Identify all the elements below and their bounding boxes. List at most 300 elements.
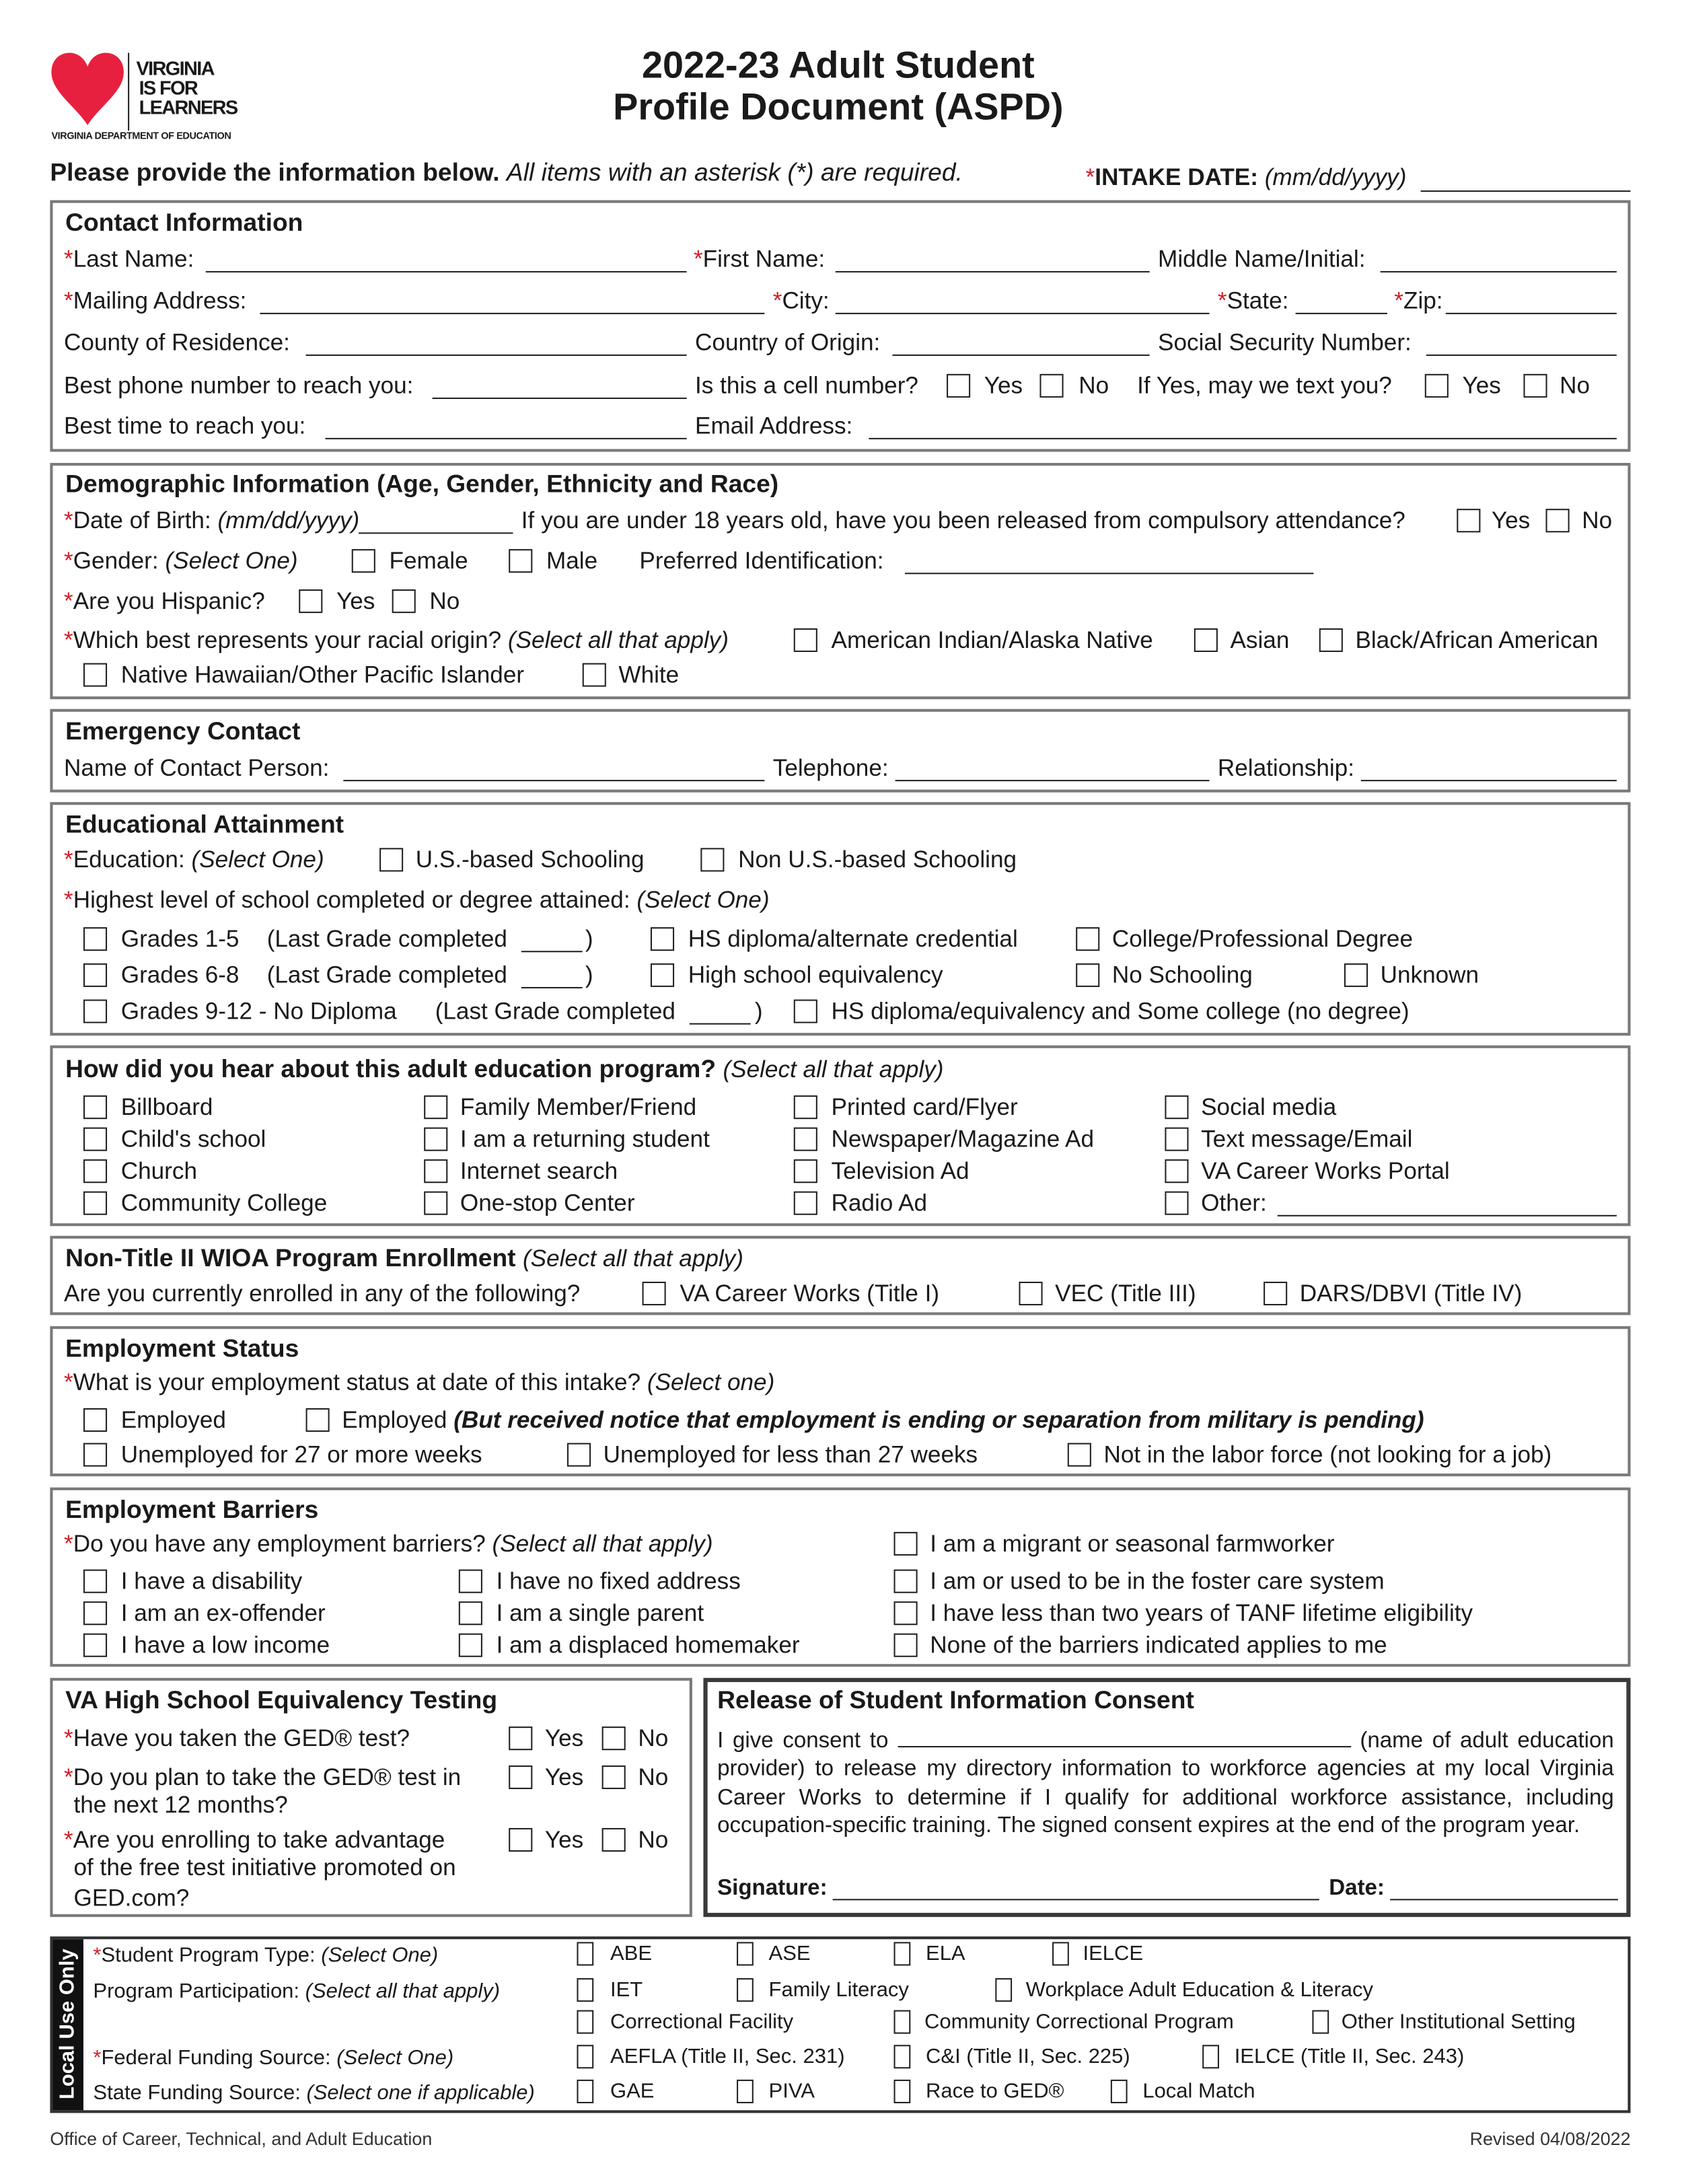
best-time-label: Best time to reach you: <box>64 412 306 439</box>
department-name: VIRGINIA DEPARTMENT OF EDUCATION <box>51 132 231 142</box>
middle-name-label: Middle Name/Initial: <box>1158 246 1366 272</box>
label-text: Employed <box>342 1406 447 1434</box>
phone-input[interactable] <box>433 398 687 399</box>
barrier-checkbox[interactable] <box>459 1601 482 1625</box>
intake-date-input[interactable] <box>1421 190 1631 192</box>
participation-checkbox[interactable] <box>1312 2010 1329 2034</box>
option-label: Black/African American <box>1355 626 1599 654</box>
required-mark: * <box>64 548 73 575</box>
option-label: Yes <box>336 587 375 615</box>
hint: (Select all that apply) <box>522 1245 743 1272</box>
free-test-no-checkbox[interactable] <box>602 1828 626 1852</box>
section-title <box>65 1055 943 1084</box>
referral-checkbox[interactable] <box>83 1128 107 1151</box>
released-no-checkbox[interactable] <box>1546 509 1570 532</box>
option-label: GAE <box>610 2079 655 2104</box>
option-label: No <box>1078 372 1109 399</box>
option-label: Yes <box>1462 372 1501 399</box>
label-text: Date of Birth: <box>73 507 211 534</box>
telephone-label: Telephone: <box>772 754 889 782</box>
option-label: Community College <box>120 1190 328 1216</box>
participation-checkbox[interactable] <box>995 1978 1012 2002</box>
participation-label <box>93 1978 500 2006</box>
employment-status-section <box>50 1326 1630 1476</box>
email-label: Email Address: <box>695 412 853 439</box>
contact-name-input[interactable] <box>343 780 764 781</box>
county-input[interactable] <box>306 355 687 356</box>
barrier-checkbox[interactable] <box>459 1570 482 1593</box>
employed-checkbox[interactable] <box>83 1408 107 1432</box>
text-no-checkbox[interactable] <box>1523 374 1547 398</box>
intake-date-label <box>1086 164 1407 192</box>
hint: (Select One) <box>321 1943 439 1967</box>
option-label: Race to GED® <box>926 2079 1064 2104</box>
race-checkbox[interactable] <box>1319 628 1343 652</box>
label-text: Are you Hispanic? <box>73 587 265 615</box>
country-input[interactable] <box>892 355 1149 356</box>
referral-checkbox[interactable] <box>1165 1095 1188 1119</box>
label-text: First Name: <box>702 246 826 272</box>
option-label: I am a single parent <box>496 1600 704 1627</box>
federal-funding-checkbox[interactable] <box>1202 2045 1219 2068</box>
option-label: No <box>429 587 460 615</box>
section-title: Release of Student Information Consent <box>717 1686 1194 1714</box>
state-funding-checkbox[interactable] <box>1111 2080 1128 2103</box>
employment-barriers-section <box>50 1488 1630 1667</box>
state-funding-checkbox[interactable] <box>737 2080 754 2103</box>
option-label: No <box>638 1826 669 1854</box>
local-use-label: Local Use Only <box>55 1949 79 2100</box>
federal-funding-label <box>93 2045 453 2072</box>
hs-some-college-checkbox[interactable] <box>794 1000 817 1023</box>
signature-input[interactable] <box>833 1899 1319 1900</box>
federal-funding-checkbox[interactable] <box>577 2045 593 2068</box>
referral-checkbox[interactable] <box>794 1095 817 1119</box>
last-grade-input[interactable] <box>521 951 583 952</box>
option-label: White <box>618 661 680 688</box>
instructions-italic: All items with an asterisk (*) are required. <box>506 158 963 186</box>
hispanic-label <box>64 588 265 616</box>
hint: (Select all that apply) <box>492 1530 713 1558</box>
local-use-section <box>50 1936 1630 2113</box>
hispanic-yes-checkbox[interactable] <box>299 589 322 613</box>
released-yes-checkbox[interactable] <box>1457 509 1480 532</box>
logo-line: LEARNERS <box>139 96 237 118</box>
option-label: Correctional Facility <box>610 2010 794 2034</box>
referral-checkbox[interactable] <box>424 1128 447 1151</box>
option-label: No <box>1560 372 1590 399</box>
signature-label: Signature: <box>717 1877 828 1901</box>
option-label: Unemployed for less than 27 weeks <box>603 1441 978 1468</box>
required-mark: * <box>772 287 782 314</box>
barrier-checkbox[interactable] <box>894 1601 918 1625</box>
barrier-checkbox[interactable] <box>894 1634 918 1657</box>
last-grade-label: (Last Grade completed <box>266 961 507 988</box>
mailing-address-input[interactable] <box>260 313 764 314</box>
option-label: Native Hawaiian/Other Pacific Islander <box>120 661 525 688</box>
mailing-address-label <box>64 288 246 316</box>
ged-plan-yes-checkbox[interactable] <box>509 1766 532 1789</box>
preferred-identification-label: Preferred Identification: <box>639 548 884 575</box>
required-mark: * <box>1394 287 1403 314</box>
option-label: I have a disability <box>120 1568 303 1595</box>
title-text: How did you hear about this adult education program? <box>65 1055 717 1083</box>
option-label: Billboard <box>120 1094 213 1121</box>
option-label: ABE <box>610 1942 653 1966</box>
option-label: I have no fixed address <box>496 1568 741 1595</box>
section-title: VA High School Equivalency Testing <box>65 1686 498 1714</box>
option-label: HS diploma/equivalency and Some college (no degree) <box>831 998 1410 1025</box>
barriers-question <box>64 1531 712 1558</box>
option-label: Grades 1-5 <box>120 926 240 953</box>
paren: ) <box>754 998 763 1025</box>
required-mark: * <box>93 1943 102 1967</box>
label-text: Student Program Type: <box>101 1943 316 1967</box>
option-label: Newspaper/Magazine Ad <box>831 1126 1095 1153</box>
cell-yes-checkbox[interactable] <box>947 374 970 398</box>
label-text: Last Name: <box>73 246 194 272</box>
local-use-tab <box>53 1939 83 2110</box>
option-label: No Schooling <box>1111 961 1253 988</box>
county-label: County of Residence: <box>64 329 290 356</box>
required-mark: * <box>64 287 73 314</box>
referral-checkbox[interactable] <box>1165 1159 1188 1183</box>
referral-checkbox[interactable] <box>83 1192 107 1215</box>
consent-date-input[interactable] <box>1390 1899 1618 1900</box>
free-test-yes-checkbox[interactable] <box>509 1828 532 1852</box>
option-label: I am a displaced homemaker <box>496 1632 800 1659</box>
first-name-input[interactable] <box>836 271 1150 272</box>
program-type-checkbox[interactable] <box>894 1942 911 1965</box>
option-label: Printed card/Flyer <box>831 1094 1018 1121</box>
label-text: State: <box>1227 287 1289 314</box>
grades-1-5-checkbox[interactable] <box>83 927 107 951</box>
last-grade-input[interactable] <box>521 987 583 988</box>
option-label: AEFLA (Title II, Sec. 231) <box>610 2045 845 2069</box>
hint: (Select all that apply) <box>507 626 729 654</box>
option-label: Asian <box>1230 626 1290 654</box>
provider-name-input[interactable] <box>898 1726 1351 1747</box>
option-label: Not in the labor force (not looking for a job) <box>1103 1441 1552 1468</box>
referral-checkbox[interactable] <box>794 1128 817 1151</box>
ged-taken-question <box>64 1725 410 1753</box>
option-label: PIVA <box>768 2079 815 2104</box>
employed-ending-checkbox[interactable] <box>306 1408 330 1432</box>
no-schooling-checkbox[interactable] <box>1076 963 1099 987</box>
participation-checkbox[interactable] <box>577 1978 593 2002</box>
option-label: Community Correctional Program <box>924 2010 1234 2034</box>
consent-text-body: (name of adult education provider) to release my directory information to workforce agencies at my local Virginia Career Works to determine if I qualify for additional workforce assistance, including occupation-specific training. The signed consent expires at the end of the program year. <box>717 1729 1614 1838</box>
referral-checkbox[interactable] <box>1165 1128 1188 1151</box>
section-title <box>65 1244 743 1273</box>
free-test-question <box>64 1827 445 1854</box>
contact-information-section <box>50 201 1630 452</box>
referral-source-section <box>50 1046 1630 1227</box>
ged-plan-question-cont: the next 12 months? <box>73 1792 288 1819</box>
option-label: College/Professional Degree <box>1111 926 1413 953</box>
option-label: Radio Ad <box>831 1190 928 1216</box>
enrollment-question: Are you currently enrolled in any of the following? <box>64 1280 581 1307</box>
cell-question: Is this a cell number? <box>695 372 918 399</box>
option-label: DARS/DBVI (Title IV) <box>1299 1280 1523 1307</box>
wioa-checkbox[interactable] <box>1264 1282 1287 1305</box>
option-label: VA Career Works (Title I) <box>680 1280 940 1307</box>
relationship-input[interactable] <box>1361 780 1617 781</box>
option-label: Text message/Email <box>1201 1126 1413 1153</box>
college-degree-checkbox[interactable] <box>1076 927 1099 951</box>
best-time-input[interactable] <box>325 438 686 439</box>
option-label: Non U.S.-based Schooling <box>738 846 1017 873</box>
program-type-checkbox[interactable] <box>737 1942 754 1965</box>
option-label: Child's school <box>120 1126 266 1153</box>
ged-taken-no-checkbox[interactable] <box>602 1726 626 1750</box>
race-label <box>64 627 729 655</box>
middle-name-input[interactable] <box>1381 271 1617 272</box>
required-mark: * <box>93 2046 102 2070</box>
male-checkbox[interactable] <box>509 549 532 573</box>
hs-diploma-checkbox[interactable] <box>651 927 674 951</box>
barrier-checkbox[interactable] <box>83 1601 107 1625</box>
participation-checkbox[interactable] <box>894 2010 911 2034</box>
option-label: I have a low income <box>120 1632 330 1659</box>
option-label: Television Ad <box>831 1158 970 1185</box>
required-mark: * <box>1085 163 1095 191</box>
text-question: If Yes, may we text you? <box>1137 372 1392 399</box>
education-label <box>64 846 324 874</box>
barrier-checkbox[interactable] <box>894 1570 918 1593</box>
race-checkbox[interactable] <box>794 628 817 652</box>
state-input[interactable] <box>1296 313 1387 314</box>
option-label: One-stop Center <box>460 1190 635 1216</box>
last-name-label <box>64 246 194 274</box>
phone-label: Best phone number to reach you: <box>64 372 414 399</box>
last-grade-input[interactable] <box>690 1023 751 1025</box>
referral-checkbox[interactable] <box>424 1095 447 1119</box>
option-label: Other: <box>1201 1190 1267 1216</box>
consent-section <box>703 1678 1630 1917</box>
emergency-contact-section <box>50 709 1630 793</box>
option-label: Unknown <box>1380 961 1479 988</box>
label-text: Highest level of school completed or degree attained: <box>73 887 630 914</box>
option-label: IELCE (Title II, Sec. 243) <box>1234 2045 1465 2069</box>
highest-level-label <box>64 887 770 914</box>
option-label: VEC (Title III) <box>1055 1280 1196 1307</box>
option-label: Family Literacy <box>768 1978 909 2002</box>
option-label: I am or used to be in the foster care system <box>930 1568 1385 1595</box>
section-title: Emergency Contact <box>65 717 301 745</box>
ssn-input[interactable] <box>1426 355 1617 356</box>
hint: (Select One) <box>636 887 770 914</box>
required-mark: * <box>64 1369 73 1396</box>
barrier-checkbox[interactable] <box>894 1532 918 1556</box>
option-label: Grades 6-8 <box>120 961 240 988</box>
hs-equivalency-checkbox[interactable] <box>651 963 674 987</box>
label-text: Federal Funding Source: <box>101 2046 331 2070</box>
option-label: IELCE <box>1083 1942 1144 1966</box>
consent-text-start: I give consent to <box>717 1729 889 1753</box>
required-mark: * <box>1217 287 1227 314</box>
referral-checkbox[interactable] <box>83 1159 107 1183</box>
free-test-question-cont: GED.com? <box>73 1885 190 1912</box>
section-title: Demographic Information (Age, Gender, Ethnicity and Race) <box>65 470 779 498</box>
option-label <box>342 1407 1424 1434</box>
option-label: U.S.-based Schooling <box>415 846 645 873</box>
free-test-question-cont: of the free test initiative promoted on <box>73 1854 456 1881</box>
option-label: Grades 9-12 - No Diploma <box>120 998 397 1025</box>
hispanic-no-checkbox[interactable] <box>392 589 416 613</box>
option-label: Other Institutional Setting <box>1341 2010 1576 2034</box>
hse-testing-section <box>50 1678 692 1917</box>
race-checkbox[interactable] <box>83 663 107 687</box>
last-name-input[interactable] <box>206 271 687 272</box>
referral-checkbox[interactable] <box>794 1159 817 1183</box>
race-checkbox[interactable] <box>1194 628 1218 652</box>
option-label: No <box>1582 507 1613 534</box>
email-input[interactable] <box>869 438 1617 439</box>
program-type-checkbox[interactable] <box>1052 1942 1069 1965</box>
required-mark: * <box>64 1826 73 1854</box>
option-label: Employed <box>120 1406 226 1434</box>
participation-checkbox[interactable] <box>737 1978 754 2002</box>
label-text: Zip: <box>1403 287 1443 314</box>
option-label: I am an ex-offender <box>120 1600 326 1627</box>
footer-office: Office of Career, Technical, and Adult Education <box>50 2128 433 2150</box>
required-mark: * <box>64 246 73 272</box>
demographic-section <box>50 463 1630 699</box>
label-text: City: <box>782 287 830 314</box>
state-label <box>1218 288 1288 316</box>
option-label: Yes <box>984 372 1023 399</box>
option-label: None of the barriers indicated applies to me <box>930 1632 1387 1659</box>
date-format: (mm/dd/yyyy) <box>1264 163 1407 191</box>
state-funding-label <box>93 2080 534 2107</box>
option-label: Yes <box>544 1763 584 1791</box>
barrier-checkbox[interactable] <box>83 1570 107 1593</box>
unknown-checkbox[interactable] <box>1344 963 1368 987</box>
non-us-schooling-checkbox[interactable] <box>700 848 724 871</box>
paren: ) <box>585 926 593 953</box>
unemployed-less-checkbox[interactable] <box>567 1443 591 1467</box>
referral-checkbox[interactable] <box>424 1192 447 1215</box>
barrier-checkbox[interactable] <box>83 1634 107 1657</box>
page-title-line2: Profile Document (ASPD) <box>613 86 1064 129</box>
section-title: Employment Status <box>65 1334 299 1362</box>
unemployed-27-checkbox[interactable] <box>83 1443 107 1467</box>
option-label: VA Career Works Portal <box>1201 1158 1450 1185</box>
consent-date-label: Date: <box>1329 1877 1385 1901</box>
label-text: Mailing Address: <box>73 287 247 314</box>
grades-6-8-checkbox[interactable] <box>83 963 107 987</box>
page-title-line1: 2022-23 Adult Student <box>641 44 1035 87</box>
required-mark: * <box>64 1763 73 1791</box>
title-text: Non-Title II WIOA Program Enrollment <box>65 1244 516 1272</box>
required-mark: * <box>64 887 73 914</box>
option-label: Female <box>389 548 468 575</box>
footer-revised-date: Revised 04/08/2022 <box>1469 2128 1631 2150</box>
hint: (Select One) <box>191 846 324 873</box>
referral-checkbox[interactable] <box>794 1192 817 1215</box>
section-title: Employment Barriers <box>65 1496 319 1524</box>
option-label: High school equivalency <box>688 961 943 988</box>
wioa-checkbox[interactable] <box>643 1282 666 1305</box>
state-funding-checkbox[interactable] <box>894 2080 911 2103</box>
female-checkbox[interactable] <box>352 549 375 573</box>
race-checkbox[interactable] <box>583 663 606 687</box>
label-text: Have you taken the GED® test? <box>73 1725 410 1752</box>
option-label: No <box>638 1763 669 1791</box>
referral-checkbox[interactable] <box>1165 1192 1188 1215</box>
referral-checkbox[interactable] <box>424 1159 447 1183</box>
program-type-checkbox[interactable] <box>577 1942 593 1965</box>
state-funding-checkbox[interactable] <box>577 2080 593 2103</box>
option-label: HS diploma/alternate credential <box>688 926 1018 953</box>
required-mark: * <box>64 507 73 534</box>
grades-9-12-checkbox[interactable] <box>83 1000 107 1023</box>
referral-checkbox[interactable] <box>83 1095 107 1119</box>
ged-taken-yes-checkbox[interactable] <box>509 1726 532 1750</box>
employment-question <box>64 1369 774 1397</box>
us-schooling-checkbox[interactable] <box>379 848 403 871</box>
required-mark: * <box>64 626 73 654</box>
ged-plan-no-checkbox[interactable] <box>602 1766 626 1789</box>
section-title: Contact Information <box>65 208 303 237</box>
city-label <box>773 288 830 316</box>
label-text: Do you have any employment barriers? <box>73 1530 486 1558</box>
telephone-input[interactable] <box>895 780 1210 781</box>
first-name-label <box>694 246 825 274</box>
dob-label <box>64 507 359 535</box>
option-label: I have less than two years of TANF lifetime eligibility <box>930 1600 1473 1627</box>
gender-label <box>64 548 298 575</box>
program-type-label <box>93 1942 438 1969</box>
federal-funding-checkbox[interactable] <box>894 2045 911 2068</box>
notice-text: (But received notice that employment is ending or separation from military is pending) <box>453 1406 1424 1434</box>
option-label: Yes <box>544 1725 584 1752</box>
last-grade-label: (Last Grade completed <box>435 998 675 1025</box>
not-in-labor-force-checkbox[interactable] <box>1068 1443 1091 1467</box>
compulsory-attendance-question: If you are under 18 years old, have you been released from compulsory attendance? <box>521 507 1405 534</box>
date-format: (mm/dd/yyyy) <box>217 507 360 534</box>
barrier-checkbox[interactable] <box>459 1634 482 1657</box>
ssn-label: Social Security Number: <box>1158 329 1412 356</box>
text-yes-checkbox[interactable] <box>1425 374 1449 398</box>
wioa-checkbox[interactable] <box>1019 1282 1042 1305</box>
instructions <box>50 159 962 186</box>
zip-label <box>1394 288 1442 316</box>
required-mark: * <box>64 846 73 873</box>
option-label: Social media <box>1201 1094 1337 1121</box>
option-label: Church <box>120 1158 197 1185</box>
hint: (Select all that apply) <box>723 1056 944 1083</box>
cell-no-checkbox[interactable] <box>1039 374 1063 398</box>
last-grade-label: (Last Grade completed <box>266 926 507 953</box>
label-text: Program Participation: <box>93 1979 300 2004</box>
option-label: American Indian/Alaska Native <box>831 626 1153 654</box>
option-label: C&I (Title II, Sec. 225) <box>926 2045 1130 2069</box>
logo-line: VIRGINIA <box>136 57 214 79</box>
instructions-bold: Please provide the information below. <box>50 158 500 186</box>
label-text: Gender: <box>73 548 159 575</box>
city-input[interactable] <box>836 313 1210 314</box>
participation-checkbox[interactable] <box>577 2010 593 2034</box>
other-referral-input[interactable] <box>1278 1215 1617 1216</box>
preferred-identification-input[interactable] <box>905 573 1313 574</box>
option-label: ASE <box>768 1942 811 1966</box>
label-text: Are you enrolling to take advantage <box>73 1826 445 1854</box>
dob-input[interactable] <box>359 532 513 534</box>
zip-input[interactable] <box>1446 313 1617 314</box>
consent-text <box>717 1726 1614 1842</box>
